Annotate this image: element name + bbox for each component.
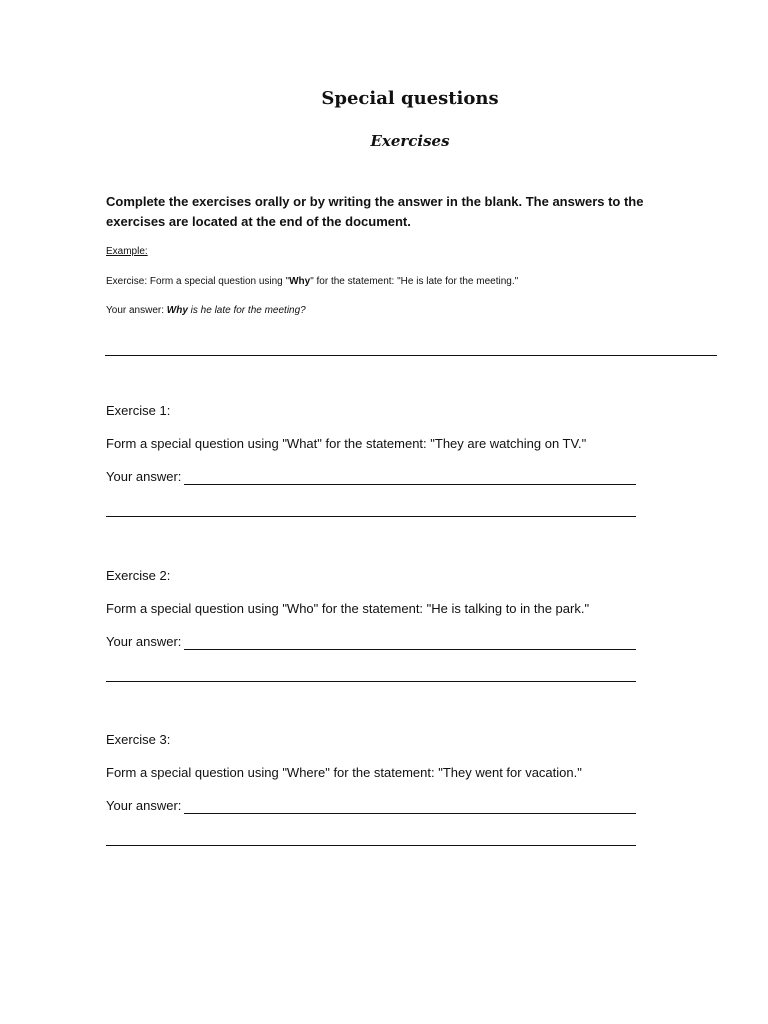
exercise-3-prompt: Form a special question using "Where" for the statement: "They went for vacation." xyxy=(106,765,582,780)
example-answer xyxy=(106,305,306,316)
exercise-1-heading: Exercise 1: xyxy=(106,403,171,418)
example-exercise-keyword: Why xyxy=(289,276,311,287)
exercise-1-answer-blank[interactable] xyxy=(184,484,636,485)
exercise-1-answer-row xyxy=(106,469,636,487)
example-answer-rest: is he late for the meeting? xyxy=(187,305,306,316)
exercise-2-answer-label: Your answer: xyxy=(106,634,182,649)
exercise-3-answer-blank[interactable] xyxy=(184,813,636,814)
example-exercise-suffix: " for the statement: "He is late for the meeting." xyxy=(310,276,519,287)
section-divider xyxy=(105,355,717,356)
example-answer-label: Your answer: xyxy=(106,305,167,316)
exercise-1-prompt: Form a special question using "What" for the statement: "They are watching on TV." xyxy=(106,436,587,451)
exercise-3-answer-row xyxy=(106,798,636,816)
page-title: Special questions xyxy=(321,88,499,109)
example-answer-text xyxy=(167,305,306,316)
exercise-2-heading: Exercise 2: xyxy=(106,568,171,583)
exercise-3-answer-label: Your answer: xyxy=(106,798,182,813)
page-subtitle: Exercises xyxy=(370,132,450,150)
example-exercise xyxy=(106,276,518,287)
example-answer-keyword: Why xyxy=(166,305,188,316)
exercise-2-answer-row xyxy=(106,634,636,652)
exercise-3-extra-blank[interactable] xyxy=(106,845,636,846)
instructions-paragraph: Complete the exercises orally or by writing the answer in the blank. The answers to the exercises are located at the end of the document. xyxy=(106,194,644,229)
exercise-2-extra-blank[interactable] xyxy=(106,681,636,682)
exercise-2-prompt: Form a special question using "Who" for the statement: "He is talking to in the park." xyxy=(106,601,590,616)
exercise-2-answer-blank[interactable] xyxy=(184,649,636,650)
exercise-3-heading: Exercise 3: xyxy=(106,732,171,747)
example-label: Example: xyxy=(106,246,148,257)
exercise-1-answer-label: Your answer: xyxy=(106,469,182,484)
exercise-1-extra-blank[interactable] xyxy=(106,516,636,517)
example-exercise-prefix: Exercise: Form a special question using " xyxy=(106,276,290,287)
